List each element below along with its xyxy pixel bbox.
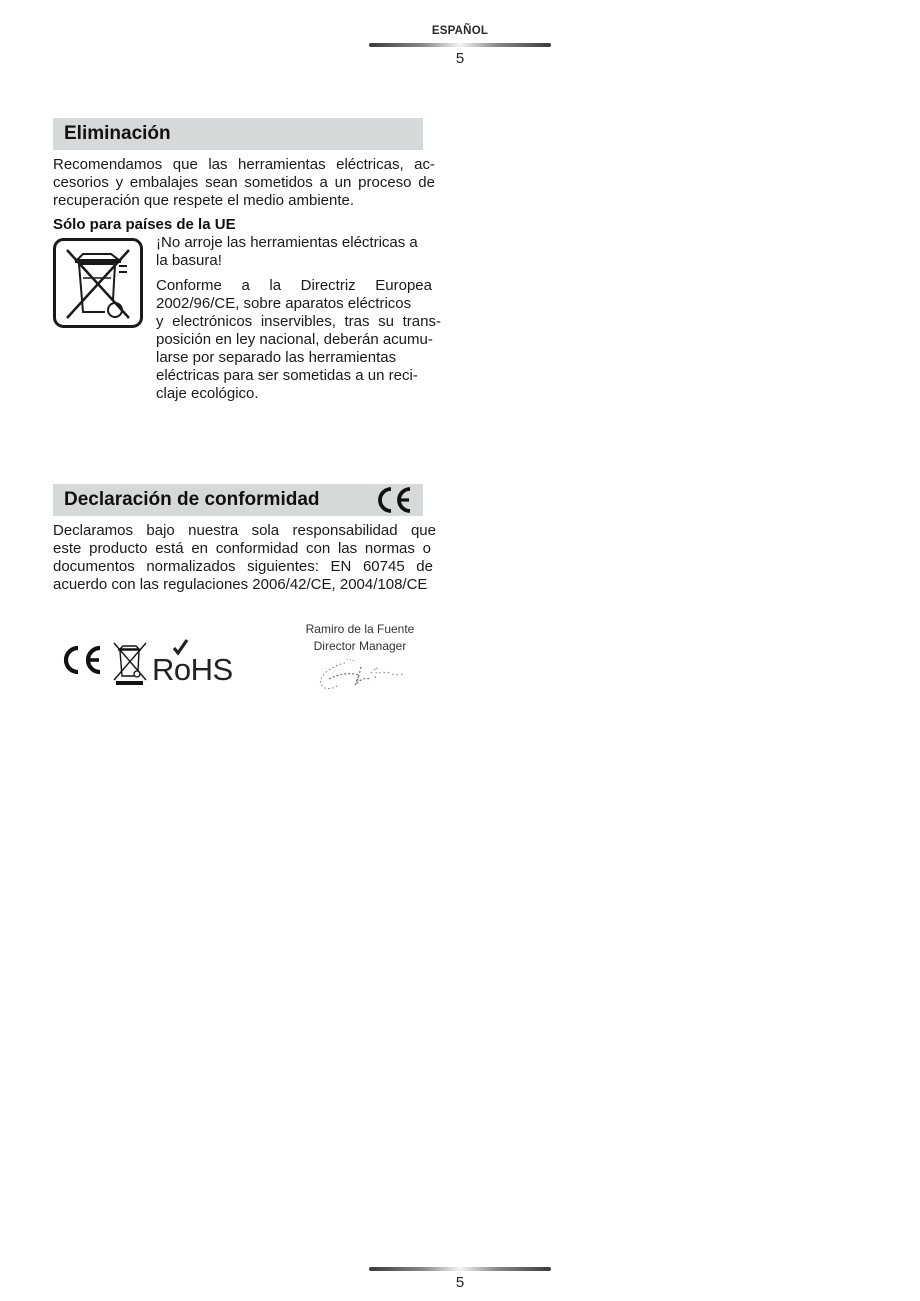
text-line: acuerdo con las regulaciones 2006/42/CE, 2004/108/CE — [53, 576, 428, 593]
text-line: ¡No arroje las herramientas eléctricas a — [156, 234, 418, 251]
eu-warning — [156, 234, 438, 270]
text-line: eléctricas para ser sometidas a un reci- — [156, 367, 418, 384]
header-language: ESPAÑOL — [431, 25, 489, 37]
section-title-elimination: Eliminación — [64, 123, 171, 144]
crossed-out-wheelie-bin-icon — [53, 238, 143, 328]
eu-only-heading: Sólo para países de la UE — [53, 216, 236, 233]
section-conformity-header — [53, 484, 423, 516]
text-line: claje ecológico. — [156, 385, 259, 402]
signatory-role: Director Manager — [313, 639, 407, 653]
header-rule — [369, 43, 551, 47]
section-title-conformity: Declaración de conformidad — [64, 489, 320, 510]
text-line: Recomendamos que las herramientas eléctricas, ac- — [53, 156, 435, 173]
eu-directive-text — [156, 277, 444, 403]
text-line: Conforme a la Directriz Europea — [156, 277, 432, 294]
text-line: cesorios y embalajes sean sometidos a un proceso de — [53, 174, 435, 191]
text-line: y electrónicos inservibles, tras su trans- — [156, 313, 441, 330]
text-line: este producto está en conformidad con las normas o — [53, 540, 431, 557]
text-line: Declaramos bajo nuestra sola responsabilidad que — [53, 522, 436, 539]
ce-mark-icon — [66, 648, 100, 672]
signature — [315, 655, 410, 695]
crossed-out-wheelie-bin-icon — [114, 643, 146, 685]
certification-marks — [60, 638, 240, 688]
conformity-text — [53, 522, 449, 594]
text-line: recuperación que respete el medio ambiente. — [53, 192, 355, 209]
text-line: larse por separado las herramientas — [156, 349, 397, 366]
footer-page-number: 5 — [455, 1274, 465, 1291]
header-page-number: 5 — [455, 50, 465, 67]
ce-mark-icon — [375, 486, 413, 514]
signatory-name: Ramiro de la Fuente — [305, 622, 415, 636]
text-line: la basura! — [156, 252, 222, 269]
text-line: posición en ley nacional, deberán acumu- — [156, 331, 433, 348]
elimination-intro — [53, 156, 435, 210]
section-elimination-header — [53, 118, 423, 150]
rohs-mark-icon — [152, 640, 233, 687]
text-line: 2002/96/CE, sobre aparatos eléctricos — [156, 295, 412, 312]
footer-rule — [369, 1267, 551, 1271]
svg-text:RoHS: RoHS — [152, 652, 233, 687]
text-line: documentos normalizados siguientes: EN 60745 de — [53, 558, 433, 575]
